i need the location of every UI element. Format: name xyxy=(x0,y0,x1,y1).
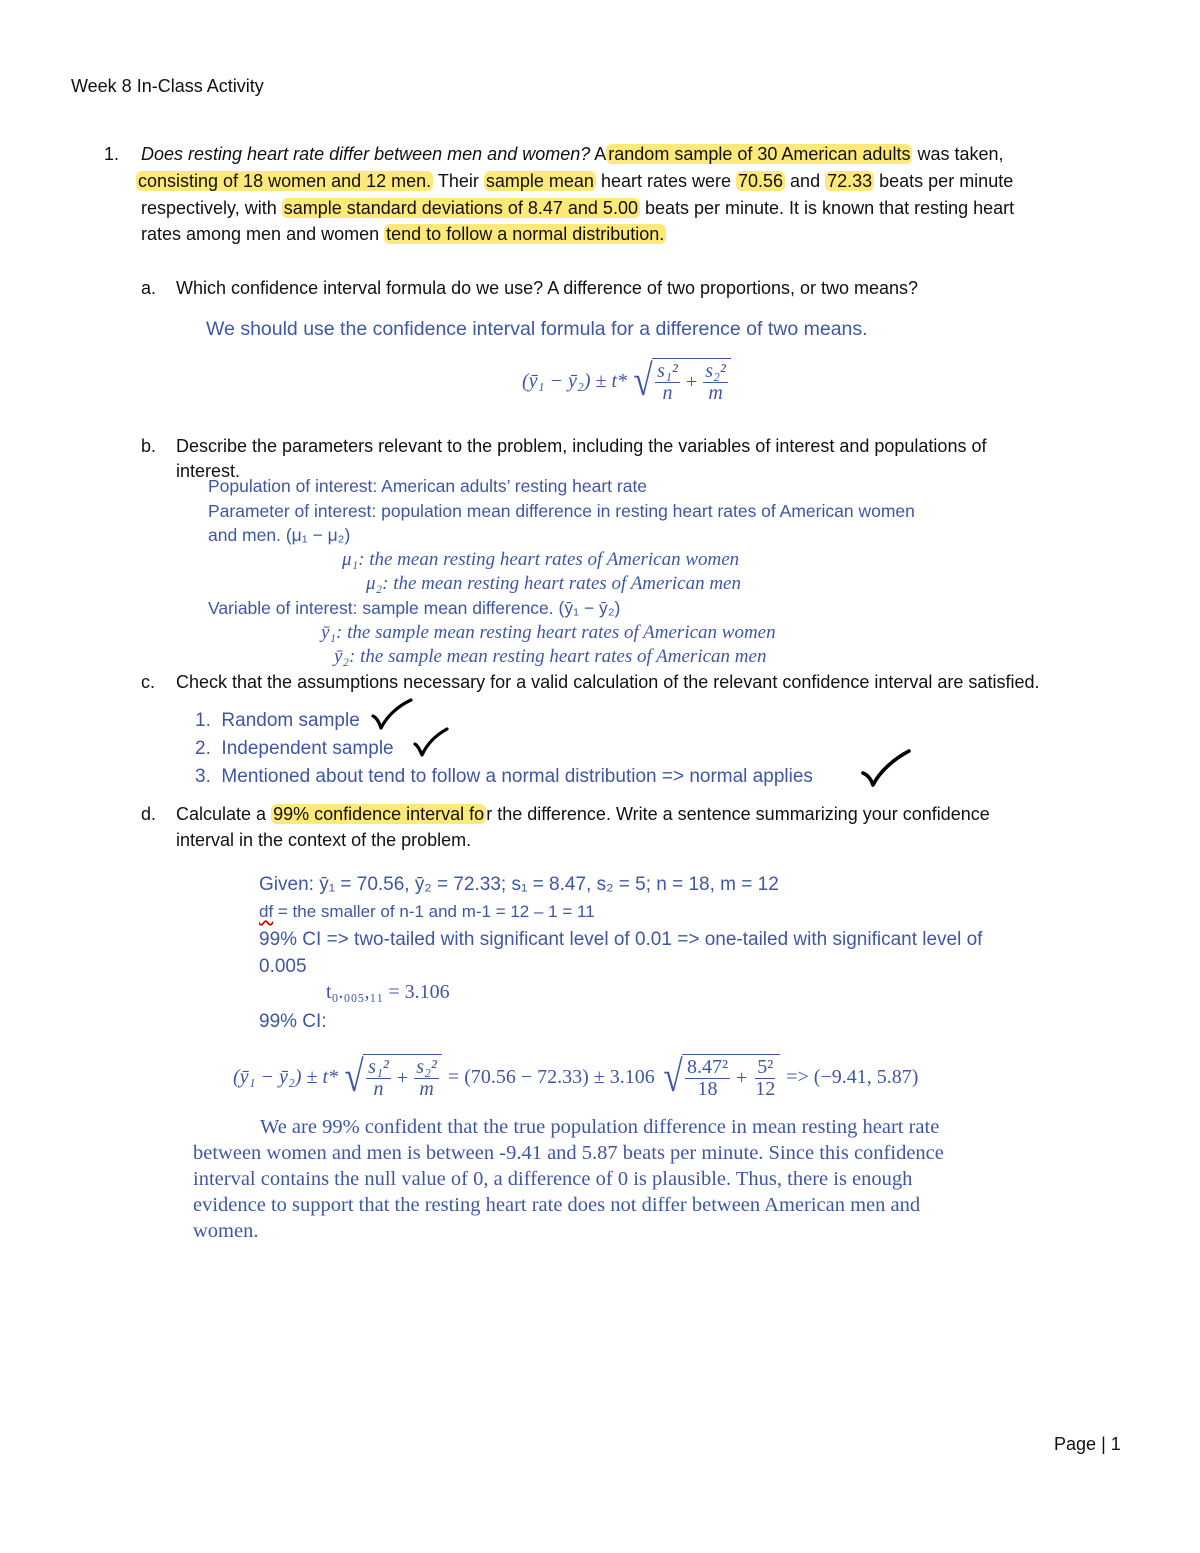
part-b-label: b. xyxy=(141,436,157,456)
t-critical-value: t₀.₀₀₅,₁₁ = 3.106 xyxy=(326,981,450,1003)
part-d-question-1: Calculate a 99% confidence interval fo r the difference. Write a sentence summarizing your confidence xyxy=(176,804,990,824)
part-a-question: Which confidence interval formula do we use? A difference of two proportions, or two means? xyxy=(176,278,919,298)
checkmark-icon xyxy=(370,698,414,732)
assumption-1: 1. Random sample xyxy=(195,710,360,731)
y2-definition: ȳ₂: the sample mean resting heart rates of American men xyxy=(334,646,767,667)
ci-label: 99% CI: xyxy=(259,1011,327,1032)
part-c-question: Check that the assumptions necessary for a valid calculation of the relevant confidence interval are satisfied. xyxy=(176,672,1040,692)
part-d-question-2: interval in the context of the problem. xyxy=(176,830,472,850)
mu1-definition: μ₁: the mean resting heart rates of American women xyxy=(342,549,740,570)
conclusion-line-2: between women and men is between -9.41 and 5.87 beats per minute. Since this confidence xyxy=(193,1142,944,1164)
population-of-interest: Population of interest: American adults’ resting heart rate xyxy=(208,476,648,496)
assumption-2: 2. Independent sample xyxy=(195,738,394,759)
variable-of-interest: Variable of interest: sample mean difference. (ȳ₁ − ȳ₂) xyxy=(208,598,621,618)
page-footer: Page | 1 xyxy=(1054,1434,1121,1454)
parameter-of-interest-2: and men. (μ₁ − μ₂) xyxy=(208,525,351,545)
ci-description-2: 0.005 xyxy=(259,956,307,977)
y1-definition: ȳ₁: the sample mean resting heart rates of American women xyxy=(321,622,776,643)
part-b-question-1: Describe the parameters relevant to the problem, including the variables of interest and populations of xyxy=(176,436,987,456)
conclusion-line-5: women. xyxy=(193,1220,259,1242)
question-number: 1. xyxy=(104,144,120,164)
mu2-definition: μ₂: the mean resting heart rates of American men xyxy=(366,573,741,594)
checkmark-icon xyxy=(412,727,450,759)
parameter-of-interest-1: Parameter of interest: population mean difference in resting heart rates of American women xyxy=(208,501,915,521)
part-d-label: d. xyxy=(141,804,157,824)
conclusion-line-3: interval contains the null value of 0, a difference of 0 is plausible. Thus, there is enough xyxy=(193,1168,913,1190)
conclusion-line-1: We are 99% confident that the true population difference in mean resting heart rate xyxy=(260,1116,940,1138)
question-line-2: consisting of 18 women and 12 men. Their sample mean heart rates were 70.56 and 72.33 beats per minute xyxy=(138,171,1014,191)
given-values: Given: ȳ₁ = 70.56, ȳ₂ = 72.33; s₁ = 8.47, s₂ = 5; n = 18, m = 12 xyxy=(259,874,779,895)
sqrt-symbol: √ xyxy=(663,1052,683,1101)
assumption-3: 3. Mentioned about tend to follow a normal distribution => normal applies xyxy=(195,766,813,787)
question-line-1: Does resting heart rate differ between men and women? A random sample of 30 American adults was taken, xyxy=(141,144,1004,164)
ci-description-1: 99% CI => two-tailed with significant level of 0.01 => one-tailed with significant level of xyxy=(259,929,983,950)
question-line-4: rates among men and women tend to follow a normal distribution. xyxy=(141,224,665,244)
part-c-label: c. xyxy=(141,672,156,692)
ci-calculation-formula: (ȳ₁ − ȳ₂) ± t* √ $\frac{\text{s₁²}}{n}$ + $\frac{\text{s₂²}}{m}$ = (70.56 − 72.33) ± 3.106 √ $\frac{\text{8.47²}}{18}$ + $\frac{\text{5²}}{12}$ => (−9.41, 5.87) xyxy=(233,1052,919,1101)
part-a-label: a. xyxy=(141,278,157,298)
conclusion-line-4: evidence to support that the resting heart rate does not differ between American men and xyxy=(193,1194,921,1216)
sqrt-symbol: √ xyxy=(344,1052,364,1101)
page-header-title: Week 8 In-Class Activity xyxy=(71,76,264,96)
question-line-3: respectively, with sample standard deviations of 8.47 and 5.00 beats per minute. It is known that resting heart xyxy=(141,198,1015,218)
degrees-of-freedom: df = the smaller of n-1 and m-1 = 12 – 1 = 11 xyxy=(259,902,595,921)
part-a-answer: We should use the confidence interval formula for a difference of two means. xyxy=(206,318,868,340)
part-b-question-2: interest. xyxy=(176,461,241,481)
part-a-formula: (ȳ₁ − ȳ₂) ± t* √ $\frac{\text{s₁²}}{n}$ + $\frac{\text{s₂²}}{m}$ xyxy=(522,345,731,417)
part-a-sqrt: √ $\frac{\text{s₁²}}{n}$ + $\frac{\text{s₂²}}{m}$ xyxy=(631,358,731,404)
sqrt-symbol: √ xyxy=(633,356,653,405)
checkmark-icon xyxy=(860,749,912,789)
